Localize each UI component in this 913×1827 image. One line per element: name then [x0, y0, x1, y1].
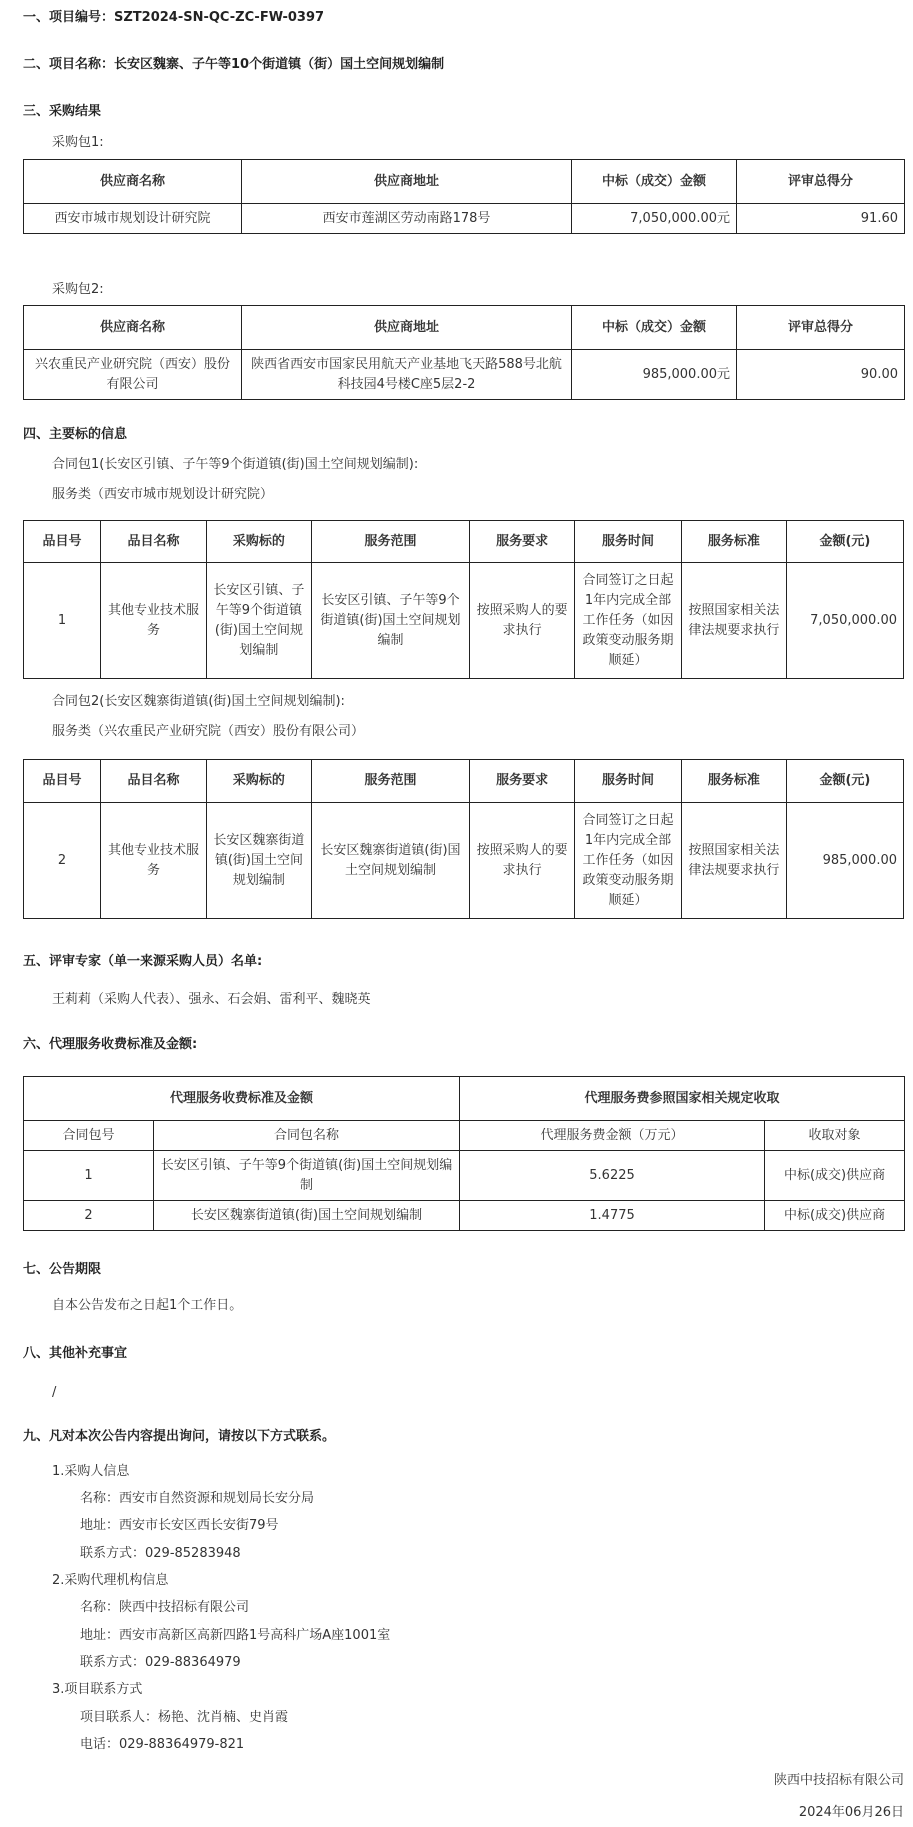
col-scope: 服务范围	[311, 521, 469, 563]
contract-no: 2	[24, 1201, 154, 1231]
col-score: 评审总得分	[737, 306, 905, 350]
item-standard: 按照国家相关法律法规要求执行	[681, 563, 786, 679]
supplier-name: 西安市城市规划设计研究院	[24, 204, 242, 234]
col-item-name: 品目名称	[101, 521, 207, 563]
contract-no: 1	[24, 1151, 154, 1201]
col-requirement: 服务要求	[470, 760, 575, 803]
col-standard: 服务标准	[681, 521, 786, 563]
item-name: 其他专业技术服务	[101, 803, 207, 919]
purchaser-name: 名称：西安市自然资源和规划局长安分局	[80, 1491, 315, 1506]
table-row	[24, 803, 904, 919]
col-award-amount: 中标（成交）金额	[572, 306, 737, 350]
supplier-name: 兴农重民产业研究院（西安）股份有限公司	[24, 350, 242, 400]
item-amount: 985,000.00	[786, 803, 903, 919]
award-amount: 7,050,000.00元	[572, 204, 737, 234]
section-results-title: 三、采购结果	[23, 104, 102, 119]
contract-name: 长安区魏寨街道镇(街)国土空间规划编制	[154, 1201, 460, 1231]
item-requirement: 按照采购人的要求执行	[470, 563, 575, 679]
contract2-type: 服务类（兴农重民产业研究院（西安）股份有限公司）	[52, 724, 365, 739]
item-amount: 7,050,000.00	[786, 563, 903, 679]
item-scope: 长安区魏寨街道镇(街)国土空间规划编制	[311, 803, 469, 919]
signature-organization: 陕西中技招标有限公司	[773, 1773, 904, 1788]
agency-name: 名称：陕西中技招标有限公司	[80, 1600, 250, 1615]
item-scope: 长安区引镇、子午等9个街道镇(街)国土空间规划编制	[311, 563, 469, 679]
item-no: 1	[24, 563, 101, 679]
purchaser-address: 地址：西安市长安区西长安街79号	[80, 1518, 279, 1533]
fee-table	[23, 1076, 905, 1231]
col-time: 服务时间	[575, 521, 682, 563]
package1-label: 采购包1:	[52, 135, 104, 150]
result-table-package2	[23, 305, 905, 400]
item-time: 合同签订之日起1年内完成全部工作任务（如因政策变动服务期顺延）	[575, 563, 682, 679]
col-fee-amount: 代理服务费金额（万元）	[460, 1121, 765, 1151]
award-amount: 985,000.00元	[572, 350, 737, 400]
col-subject: 采购标的	[206, 521, 311, 563]
section-experts-title: 五、评审专家（单一来源采购人员）名单:	[23, 954, 263, 969]
fee-amount: 1.4775	[460, 1201, 765, 1231]
col-item-no: 品目号	[24, 521, 101, 563]
contract-name: 长安区引镇、子午等9个街道镇(街)国土空间规划编制	[154, 1151, 460, 1201]
table-row	[24, 204, 905, 234]
col-contract-name: 合同包名称	[154, 1121, 460, 1151]
section-fee-title: 六、代理服务收费标准及金额:	[23, 1037, 198, 1052]
col-award-amount: 中标（成交）金额	[572, 160, 737, 204]
contract1-type: 服务类（西安市城市规划设计研究院）	[52, 487, 274, 502]
experts-list: 王莉莉（采购人代表）、强永、石会娟、雷利平、魏晓英	[52, 992, 371, 1007]
item-standard: 按照国家相关法律法规要求执行	[681, 803, 786, 919]
fee-reference-header: 代理服务费参照国家相关规定收取	[460, 1077, 905, 1121]
project-name: 二、项目名称：长安区魏寨、子午等10个街道镇（街）国土空间规划编制	[23, 57, 445, 72]
fee-payer: 中标(成交)供应商	[765, 1151, 905, 1201]
item-requirement: 按照采购人的要求执行	[470, 803, 575, 919]
table-row	[24, 1201, 905, 1231]
purchaser-phone: 联系方式：029-85283948	[80, 1546, 241, 1561]
score: 90.00	[737, 350, 905, 400]
section-contact-title: 九、凡对本次公告内容提出询问，请按以下方式联系。	[23, 1429, 336, 1444]
agency-address: 地址：西安市高新区高新四路1号高科广场A座1001室	[80, 1628, 391, 1643]
supplier-address: 西安市莲湖区劳动南路178号	[242, 204, 572, 234]
purchaser-info-title: 1.采购人信息	[52, 1464, 130, 1479]
agency-phone: 联系方式：029-88364979	[80, 1655, 241, 1670]
fee-payer: 中标(成交)供应商	[765, 1201, 905, 1231]
col-fee-payer: 收取对象	[765, 1121, 905, 1151]
col-item-name: 品目名称	[101, 760, 207, 803]
table-row	[24, 350, 905, 400]
fee-amount: 5.6225	[460, 1151, 765, 1201]
section-main-items-title: 四、主要标的信息	[23, 427, 128, 442]
item-subject: 长安区引镇、子午等9个街道镇(街)国土空间规划编制	[206, 563, 311, 679]
result-table-package1	[23, 159, 905, 234]
col-supplier-name: 供应商名称	[24, 160, 242, 204]
other-text: /	[52, 1385, 57, 1400]
score: 91.60	[737, 204, 905, 234]
project-contact-persons: 项目联系人：杨艳、沈肖楠、史肖霞	[80, 1710, 289, 1725]
section-other-title: 八、其他补充事宜	[23, 1346, 128, 1361]
agency-info-title: 2.采购代理机构信息	[52, 1573, 169, 1588]
contract2-label: 合同包2(长安区魏寨街道镇(街)国土空间规划编制):	[52, 694, 345, 709]
col-time: 服务时间	[575, 760, 682, 803]
section-period-title: 七、公告期限	[23, 1262, 102, 1277]
col-requirement: 服务要求	[470, 521, 575, 563]
table-row	[24, 1151, 905, 1201]
supplier-address: 陕西省西安市国家民用航天产业基地飞天路588号北航科技园4号楼C座5层2-2	[242, 350, 572, 400]
col-subject: 采购标的	[206, 760, 311, 803]
contract1-label: 合同包1(长安区引镇、子午等9个街道镇(街)国土空间规划编制):	[52, 457, 419, 472]
item-table-contract2	[23, 759, 904, 919]
col-scope: 服务范围	[311, 760, 469, 803]
item-name: 其他专业技术服务	[101, 563, 207, 679]
col-supplier-address: 供应商地址	[242, 160, 572, 204]
project-number: 一、项目编号：SZT2024-SN-QC-ZC-FW-0397	[23, 10, 325, 25]
package2-label: 采购包2:	[52, 282, 104, 297]
col-supplier-address: 供应商地址	[242, 306, 572, 350]
col-standard: 服务标准	[681, 760, 786, 803]
project-contact-phone: 电话：029-88364979-821	[80, 1737, 245, 1752]
item-no: 2	[24, 803, 101, 919]
col-supplier-name: 供应商名称	[24, 306, 242, 350]
col-item-no: 品目号	[24, 760, 101, 803]
col-contract-no: 合同包号	[24, 1121, 154, 1151]
col-score: 评审总得分	[737, 160, 905, 204]
period-text: 自本公告发布之日起1个工作日。	[52, 1298, 243, 1313]
item-table-contract1	[23, 520, 904, 679]
item-subject: 长安区魏寨街道镇(街)国土空间规划编制	[206, 803, 311, 919]
project-contact-title: 3.项目联系方式	[52, 1682, 143, 1697]
signature-date: 2024年06月26日	[798, 1805, 904, 1820]
table-row	[24, 563, 904, 679]
fee-standard-header: 代理服务收费标准及金额	[24, 1077, 460, 1121]
col-amount: 金额(元)	[786, 521, 903, 563]
item-time: 合同签订之日起1年内完成全部工作任务（如因政策变动服务期顺延）	[575, 803, 682, 919]
col-amount: 金额(元)	[786, 760, 903, 803]
